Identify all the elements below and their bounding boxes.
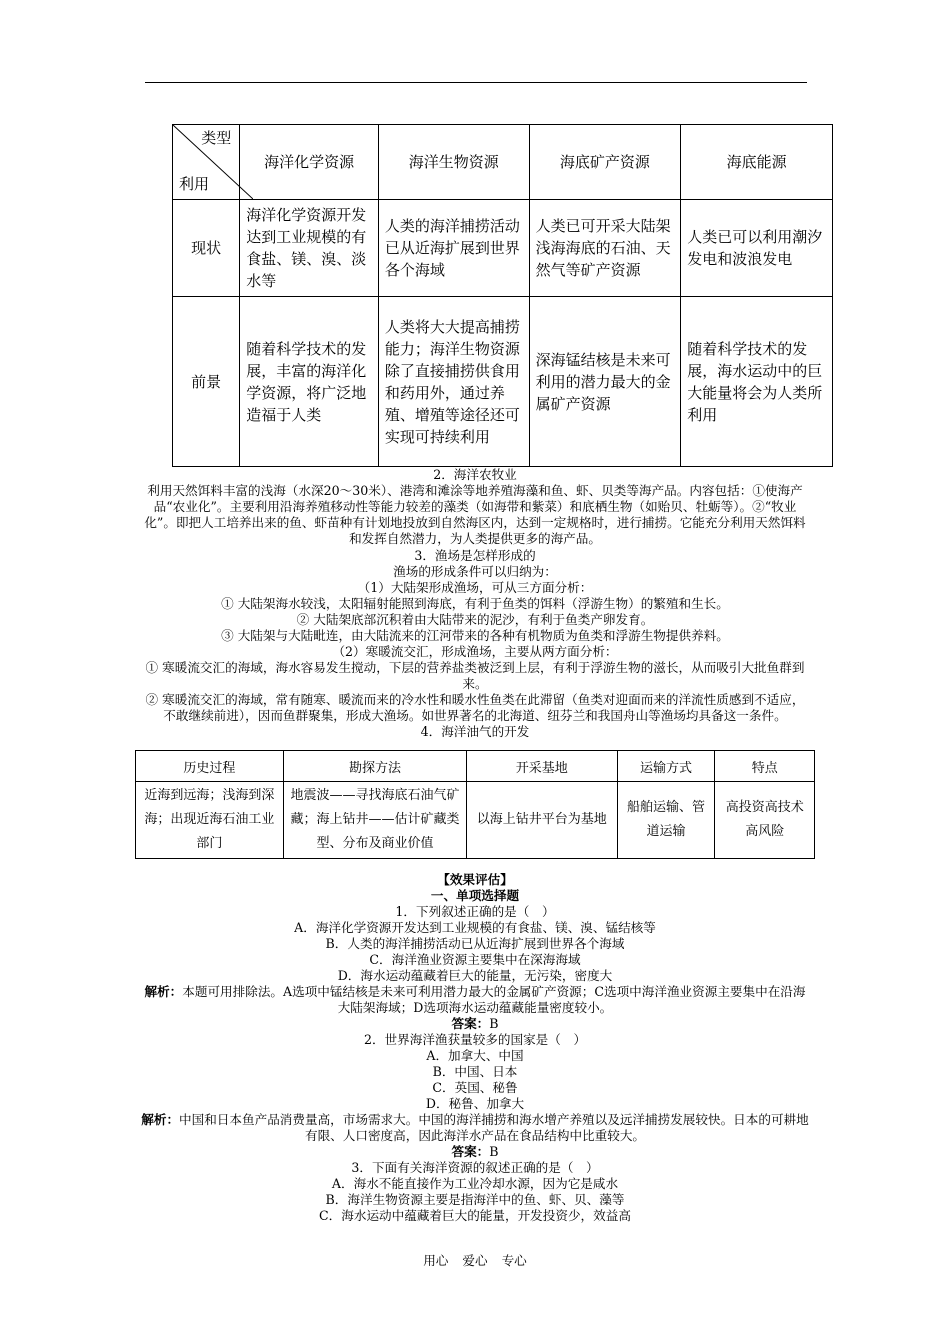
table-cell: 近海到远海；浅海到深海；出现近海石油工业部门 bbox=[136, 782, 284, 859]
analysis-text: 本题可用排除法。A选项中锰结核是未来可利用潜力最大的金属矿产资源；C选项中海洋渔业资源主要集中在沿海大陆架海域；D选项海水运动蕴藏能量密度较小。 bbox=[182, 984, 806, 1015]
corner-bottom-label: 利用 bbox=[179, 175, 210, 193]
table-cell: 地震波——寻找海底石油气矿藏；海上钻井——估计矿藏类型、分布及商业价值 bbox=[283, 782, 466, 859]
table-corner-cell bbox=[173, 125, 240, 200]
header-rule bbox=[145, 82, 807, 83]
analysis bbox=[140, 1112, 810, 1144]
option: A．海洋化学资源开发达到工业规模的有食盐、镁、溴、锰结核等 bbox=[294, 920, 656, 935]
paragraph: ① 大陆架海水较浅，太阳辐射能照到海底，有利于鱼类的饵料（浮游生物）的繁殖和生长。 bbox=[221, 596, 729, 611]
option: A．加拿大、中国 bbox=[426, 1048, 524, 1063]
column-header: 历史过程 bbox=[136, 751, 284, 782]
option: C．海水运动中蕴藏着巨大的能量，开发投资少，效益高 bbox=[319, 1208, 631, 1223]
paragraph: （2）寒暖流交汇，形成渔场，主要从两方面分析： bbox=[332, 644, 618, 659]
marine-resources-table bbox=[172, 124, 833, 467]
column-header: 开采基地 bbox=[467, 751, 618, 782]
evaluation-section bbox=[140, 872, 810, 1224]
analysis-label: 解析： bbox=[141, 1112, 180, 1127]
table-cell: 海洋化学资源开发达到工业规模的有食盐、镁、溴、淡水等 bbox=[240, 200, 379, 297]
evaluation-title: 【效果评估】 bbox=[437, 872, 513, 887]
table-cell: 人类将大大提高捕捞能力；海洋生物资源除了直接捕捞供食用和药用外，通过养殖、增殖等途径还可实现可持续利用 bbox=[378, 297, 529, 467]
option: C．英国、秘鲁 bbox=[432, 1080, 518, 1095]
section-body: 利用天然饵料丰富的浅海（水深20～30米）、港湾和滩涂等地养殖海藻和鱼、虾、贝类等海产品。内容包括：①使海产品“农业化”。主要利用沿海养殖移动性等能力较差的藻类（如海带和紫菜）和底栖生物（如贻贝、牡蛎等）。②“牧业化”。即把人工培养出来的鱼、虾苗种有计划地投放到自然海区内，达到一定规格时，进行捕捞。它能充分利用天然饵料和发挥自然潜力，为人类提供更多的海产品。 bbox=[144, 483, 806, 546]
answer bbox=[140, 1144, 810, 1160]
table-cell: 人类已可开采大陆架浅海海底的石油、天然气等矿产资源 bbox=[529, 200, 681, 297]
option: B．海洋生物资源主要是指海洋中的鱼、虾、贝、藻等 bbox=[325, 1192, 625, 1207]
section-title: 3．渔场是怎样形成的 bbox=[414, 548, 536, 563]
option: A．海水不能直接作为工业冷却水源，因为它是咸水 bbox=[331, 1176, 619, 1191]
answer-label: 答案： bbox=[451, 1016, 490, 1031]
paragraph: （1）大陆架形成渔场，可从三方面分析： bbox=[357, 580, 593, 595]
table-cell: 以海上钻井平台为基地 bbox=[467, 782, 618, 859]
corner-top-label: 类型 bbox=[201, 129, 232, 147]
paragraph: ③ 大陆架与大陆毗连，由大陆流来的江河带来的各种有机物质为鱼类和浮游生物提供养料。 bbox=[221, 628, 729, 643]
column-header: 海洋化学资源 bbox=[240, 125, 379, 200]
question-stem: 2．世界海洋渔获量较多的国家是（ ） bbox=[363, 1032, 587, 1047]
answer-value: B bbox=[489, 1016, 499, 1031]
column-header: 海底矿产资源 bbox=[529, 125, 681, 200]
option: B．人类的海洋捕捞活动已从近海扩展到世界各个海域 bbox=[325, 936, 625, 951]
table-cell: 高投资高技术高风险 bbox=[715, 782, 815, 859]
page-footer: 用心 爱心 专心 bbox=[423, 1253, 527, 1268]
option: B．中国、日本 bbox=[432, 1064, 518, 1079]
section-2 bbox=[140, 467, 810, 547]
paragraph: 渔场的形成条件可以归纳为： bbox=[393, 564, 557, 579]
table-cell: 深海锰结核是未来可利用的潜力最大的金属矿产资源 bbox=[529, 297, 681, 467]
analysis-label: 解析： bbox=[144, 984, 183, 999]
table-cell: 人类的海洋捕捞活动已从近海扩展到世界各个海域 bbox=[378, 200, 529, 297]
column-header: 特点 bbox=[715, 751, 815, 782]
option: D．海水运动蕴藏着巨大的能量，无污染，密度大 bbox=[337, 968, 613, 983]
answer-label: 答案： bbox=[451, 1144, 490, 1159]
answer-value: B bbox=[489, 1144, 499, 1159]
oil-gas-table bbox=[135, 750, 815, 859]
row-label: 前景 bbox=[173, 297, 240, 467]
column-header: 海底能源 bbox=[681, 125, 833, 200]
row-label: 现状 bbox=[173, 200, 240, 297]
section-title: 4．海洋油气的开发 bbox=[420, 724, 530, 739]
table-cell: 人类已可以利用潮汐发电和波浪发电 bbox=[681, 200, 833, 297]
option: C．海洋渔业资源主要集中在深海海域 bbox=[369, 952, 581, 967]
answer bbox=[140, 1016, 810, 1032]
analysis-text: 中国和日本鱼产品消费量高，市场需求大。中国的海洋捕捞和海水增产养殖以及远洋捕捞发展较快。日本的可耕地有限、人口密度高，因此海洋水产品在食品结构中比重较大。 bbox=[179, 1112, 809, 1143]
analysis bbox=[140, 984, 810, 1016]
evaluation-subtitle: 一、单项选择题 bbox=[430, 888, 520, 903]
column-header: 勘探方法 bbox=[283, 751, 466, 782]
option: D．秘鲁、加拿大 bbox=[425, 1096, 525, 1111]
section-3 bbox=[140, 548, 810, 740]
question-stem: 1．下列叙述正确的是（ ） bbox=[395, 904, 555, 919]
question-stem: 3．下面有关海洋资源的叙述正确的是（ ） bbox=[351, 1160, 599, 1175]
table-cell: 船舶运输、管道运输 bbox=[617, 782, 715, 859]
paragraph: ① 寒暖流交汇的海域，海水容易发生搅动，下层的营养盐类被泛到上层，有利于浮游生物的滋长，从而吸引大批鱼群到来。 bbox=[145, 660, 805, 691]
paragraph: ② 大陆架底部沉积着由大陆带来的泥沙，有利于鱼类产卵发育。 bbox=[296, 612, 654, 627]
column-header: 运输方式 bbox=[617, 751, 715, 782]
section-title: 2．海洋农牧业 bbox=[433, 467, 517, 482]
table-cell: 随着科学技术的发展，海水运动中的巨大能量将会为人类所利用 bbox=[681, 297, 833, 467]
paragraph: ② 寒暖流交汇的海域，常有随寒、暖流而来的冷水性和暖水性鱼类在此滞留（鱼类对迎面而来的洋流性质感到不适应，不敢继续前进），因而鱼群聚集，形成大渔场。如世界著名的北海道、纽芬兰和我国舟山等渔场均具备这一条件。 bbox=[145, 692, 805, 723]
table-cell: 随着科学技术的发展，丰富的海洋化学资源，将广泛地造福于人类 bbox=[240, 297, 379, 467]
column-header: 海洋生物资源 bbox=[378, 125, 529, 200]
